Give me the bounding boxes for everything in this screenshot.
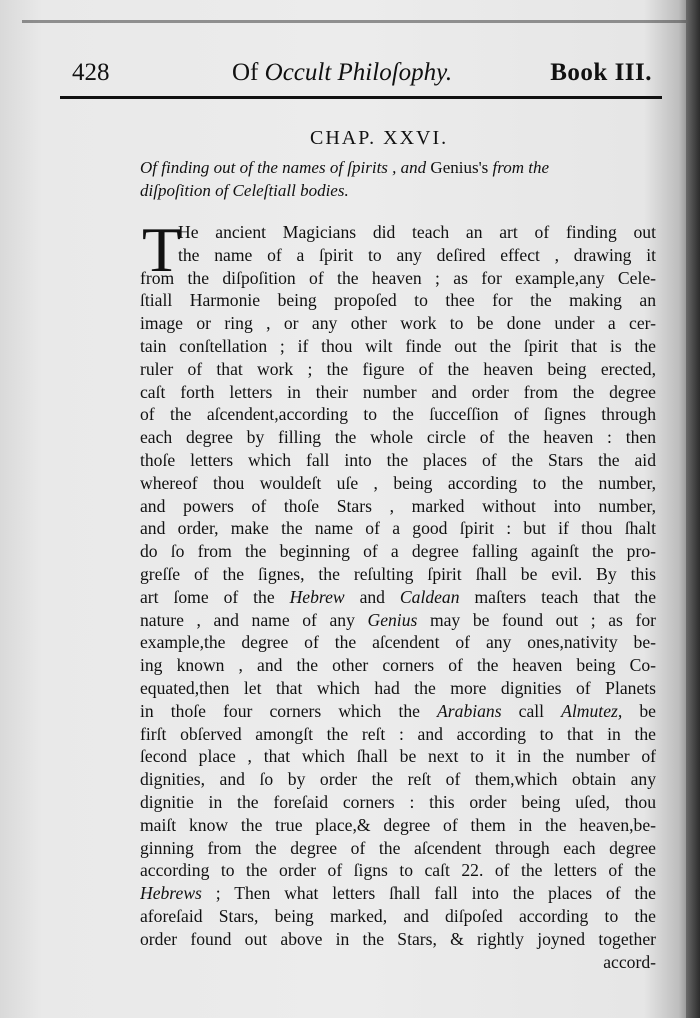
chapter-heading: CHAP. XXVI.: [310, 127, 449, 149]
text-run: call: [501, 700, 562, 721]
text-line: [140, 586, 656, 609]
text-line: ſtiall Harmonie being propoſed to thee for the making an: [140, 290, 656, 311]
page-number: 428: [72, 59, 110, 86]
text-line: greſſe of the ſignes, the reſulting ſpirit ſhall be evil. By this: [140, 563, 656, 584]
text-line: ruler of that work ; the figure of the heaven being erected,: [140, 358, 656, 379]
text-line: each degree by filling the whole circle of the heaven : then: [140, 427, 656, 448]
italic-almutez: Almutez,: [561, 700, 623, 721]
text-line: image or ring , or any other work to be done under a cer-: [140, 313, 656, 334]
text-line: firſt obſerved amongſt the reſt : and according to that in the: [140, 723, 656, 744]
chapter-title-genius: Genius's: [430, 158, 489, 177]
text-line: maiſt know the true place,& degree of them in the heaven,be-: [140, 814, 656, 835]
chapter-title-part-a: Of finding out of the names of ſpirits , and: [140, 158, 431, 177]
italic-hebrew: Hebrew: [289, 586, 345, 607]
running-title: [232, 59, 452, 87]
chapter-title-line2: diſpoſition of Celeſtiall bodies.: [140, 181, 349, 200]
italic-caldean: Caldean: [399, 586, 460, 607]
text-run: be: [622, 700, 656, 721]
text-line: equated,then let that which had the more dignities of Planets: [140, 677, 656, 698]
top-rule: [22, 20, 692, 23]
text-run: ; Then what letters ſhall fall into the places of the: [201, 883, 656, 904]
text-run: maſters teach that the: [459, 586, 656, 607]
text-line: [140, 609, 656, 632]
text-line: ginning from the degree of the aſcendent through each degree: [140, 837, 656, 858]
text-line: from the diſpoſition of the heaven ; as for example,any Cele-: [140, 267, 656, 288]
text-line: and powers of thoſe Stars , marked without into number,: [140, 495, 656, 516]
text-run: art ſome of the: [140, 586, 290, 607]
text-line: ſecond place , that which ſhall be next to it in the number of: [140, 746, 656, 767]
running-head: [60, 51, 662, 99]
text-run: and: [344, 586, 400, 607]
text-line: and order, make the name of a good ſpirit : but if thou ſhalt: [140, 518, 656, 539]
text-line: [140, 882, 656, 905]
page-edge-shadow: [686, 0, 700, 1018]
running-title-italic: Occult Philoſophy.: [264, 59, 453, 86]
text-line: aforeſaid Stars, being marked, and diſpoſed according to the: [140, 905, 656, 926]
book-label: Book III.: [550, 59, 652, 86]
text-line: ing known , and the other corners of the heaven being Co-: [140, 655, 656, 676]
catchword: accord-: [603, 951, 656, 972]
text-line: do ſo from the beginning of a degree falling againſt the pro-: [140, 541, 656, 562]
text-line: according to the order of ſigns to caſt 22. of the letters of the: [140, 860, 656, 881]
text-line: of the aſcendent,according to the ſucceſſion of ſignes through: [140, 404, 656, 425]
text-line: whereof thou wouldeſt uſe , being according to the number,: [140, 472, 656, 493]
drop-cap: T: [142, 214, 182, 285]
running-title-prefix: Of: [232, 59, 265, 86]
text-line: example,the degree of the aſcendent of any ones,nativity be-: [140, 632, 656, 653]
italic-arabians: Arabians: [437, 700, 502, 721]
text-run: nature , and name of any: [140, 609, 368, 630]
text-line: the name of a ſpirit to any deſired effect , drawing it: [178, 244, 656, 265]
text-line: caſt forth letters in their number and order from the degree: [140, 381, 656, 402]
body-text: [140, 221, 656, 973]
text-line: dignitie in the foreſaid corners : this order being uſed, thou: [140, 791, 656, 812]
text-line: He ancient Magicians did teach an art of finding out: [178, 222, 656, 242]
italic-genius: Genius: [367, 609, 418, 630]
text-line: thoſe letters which fall into the places of the Stars the aid: [140, 449, 656, 470]
chapter-title: [140, 156, 662, 202]
text-line: dignities, and ſo by order the reſt of them,which obtain any: [140, 769, 656, 790]
text-run: may be found out ; as for: [417, 609, 656, 630]
text-line: [140, 700, 656, 723]
chapter-title-part-b: from the: [488, 158, 550, 177]
text-line: order found out above in the Stars, & rightly joyned together: [140, 928, 656, 949]
italic-hebrews: Hebrews: [140, 883, 202, 904]
text-line: tain conſtellation ; if thou wilt finde out the ſpirit that is the: [140, 335, 656, 356]
text-run: in thoſe four corners which the: [140, 700, 438, 721]
